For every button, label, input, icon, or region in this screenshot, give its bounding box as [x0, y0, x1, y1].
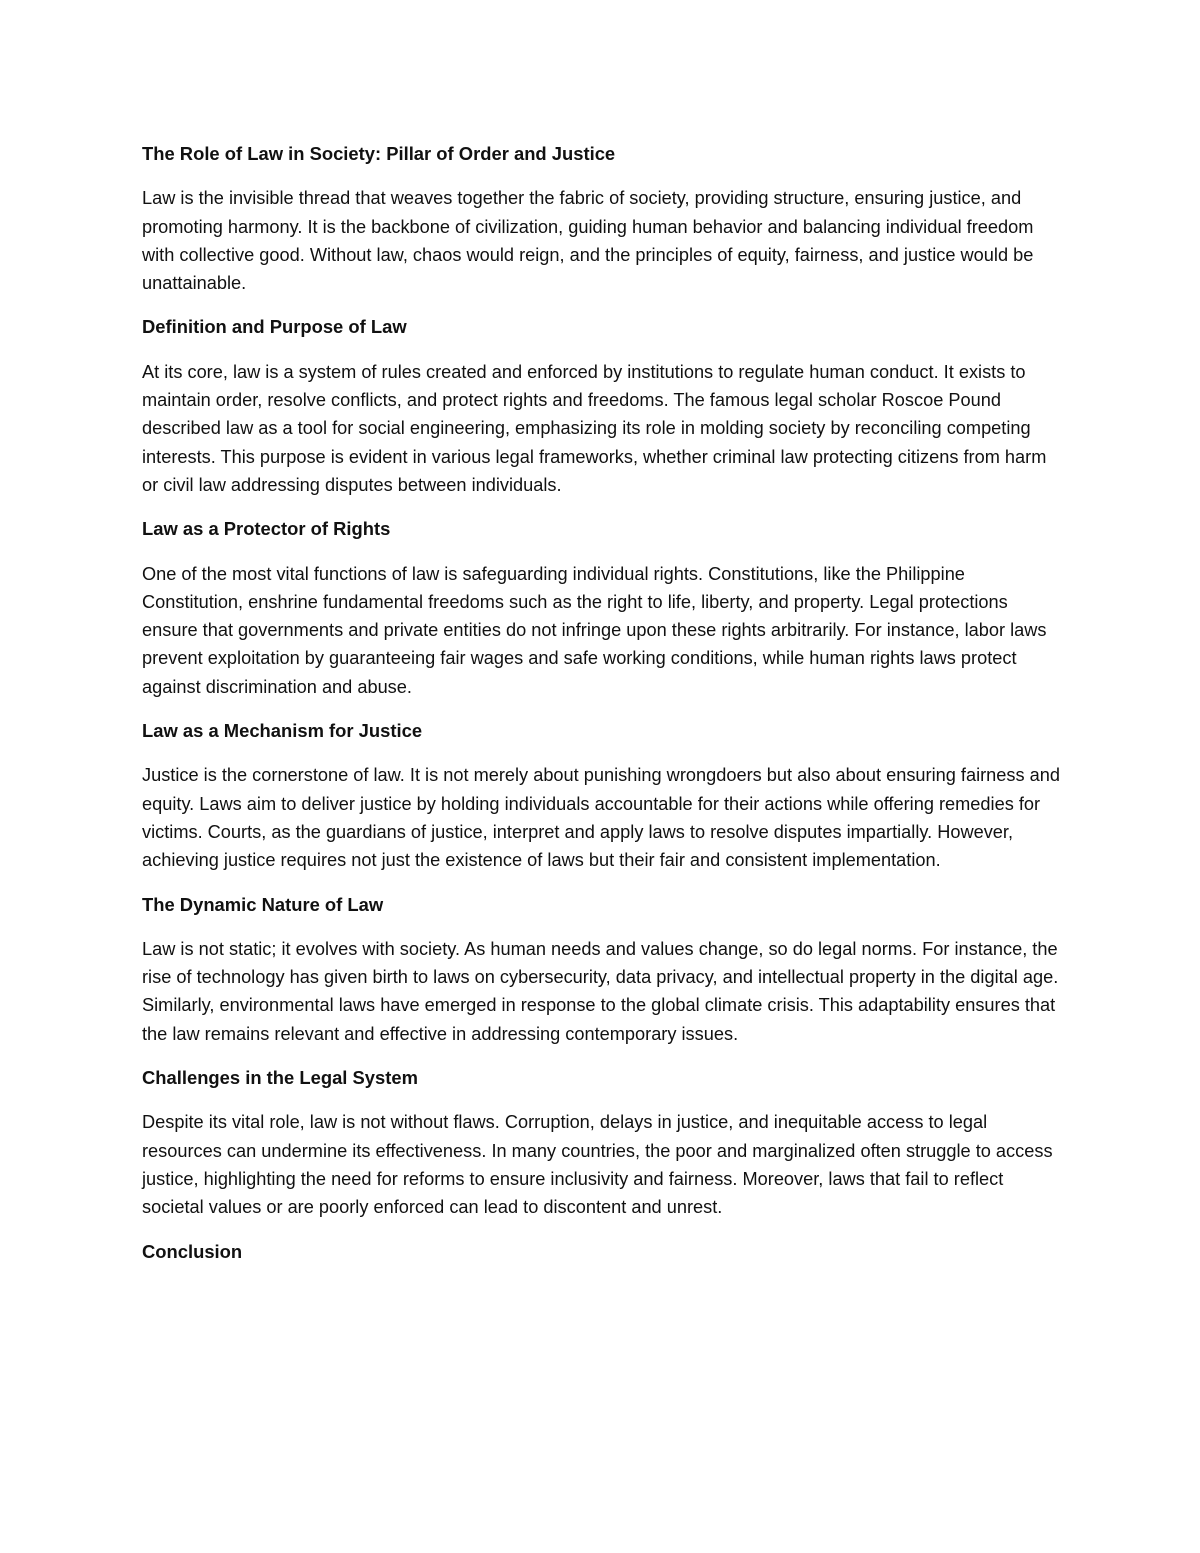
section-heading-protector-of-rights: Law as a Protector of Rights [142, 518, 391, 540]
section-heading-mechanism-for-justice: Law as a Mechanism for Justice [142, 720, 423, 742]
section-heading-dynamic-nature: The Dynamic Nature of Law [142, 893, 384, 915]
section-body-protector-of-rights: One of the most vital functions of law is safeguarding individual rights. Constitutions, like the Philippine Constitution, enshrine fundamental freedoms such as the right to life, liberty, and property. Legal protections ensure that governments and private entities do not infringe upon these rights arbitrarily. For instance, labor laws prevent exploitation by guaranteeing fair wages and safe working conditions, while human rights laws protect against discrimination and abuse. [142, 563, 1047, 697]
section-body-challenges: Despite its vital role, law is not without flaws. Corruption, delays in justice, and inequitable access to legal resources can undermine its effectiveness. In many countries, the poor and marginalized often struggle to access justice, highlighting the need for reforms to ensure inclusivity and fairness. Moreover, laws that fail to reflect societal values or are poorly enforced can lead to discontent and unrest. [142, 1112, 1053, 1218]
section-body-mechanism-for-justice: Justice is the cornerstone of law. It is not merely about punishing wrongdoers but also about ensuring fairness and equity. Laws aim to deliver justice by holding individuals accountable for their actions while offering remedies for victims. Courts, as the guardians of justice, interpret and apply laws to resolve disputes impartially. However, achieving justice requires not just the existence of laws but their fair and consistent implementation. [142, 765, 1060, 871]
section-heading-challenges: Challenges in the Legal System [142, 1067, 418, 1089]
section-heading-definition: Definition and Purpose of Law [142, 316, 407, 338]
section-heading-conclusion: Conclusion [142, 1240, 243, 1262]
intro-paragraph: Law is the invisible thread that weaves together the fabric of society, providing structure, ensuring justice, and promoting harmony. It is the backbone of civilization, guiding human behavior and balancing individual freedom with collective good. Without law, chaos would reign, and the principles of equity, fairness, and justice would be unattainable. [142, 188, 1034, 294]
section-body-definition: At its core, law is a system of rules created and enforced by institutions to regulate human conduct. It exists to maintain order, resolve conflicts, and protect rights and freedoms. The famous legal scholar Roscoe Pound described law as a tool for social engineering, emphasizing its role in molding society by reconciling competing interests. This purpose is evident in various legal frameworks, whether criminal law protecting citizens from harm or civil law addressing disputes between individuals. [142, 361, 1047, 495]
section-body-dynamic-nature: Law is not static; it evolves with society. As human needs and values change, so do legal norms. For instance, the rise of technology has given birth to laws on cybersecurity, data privacy, and intellectual property in the digital age. Similarly, environmental laws have emerged in response to the global climate crisis. This adaptability ensures that the law remains relevant and effective in addressing contemporary issues. [142, 938, 1059, 1044]
document-title: The Role of Law in Society: Pillar of Order and Justice [142, 143, 616, 164]
document-page [142, 140, 1067, 1282]
